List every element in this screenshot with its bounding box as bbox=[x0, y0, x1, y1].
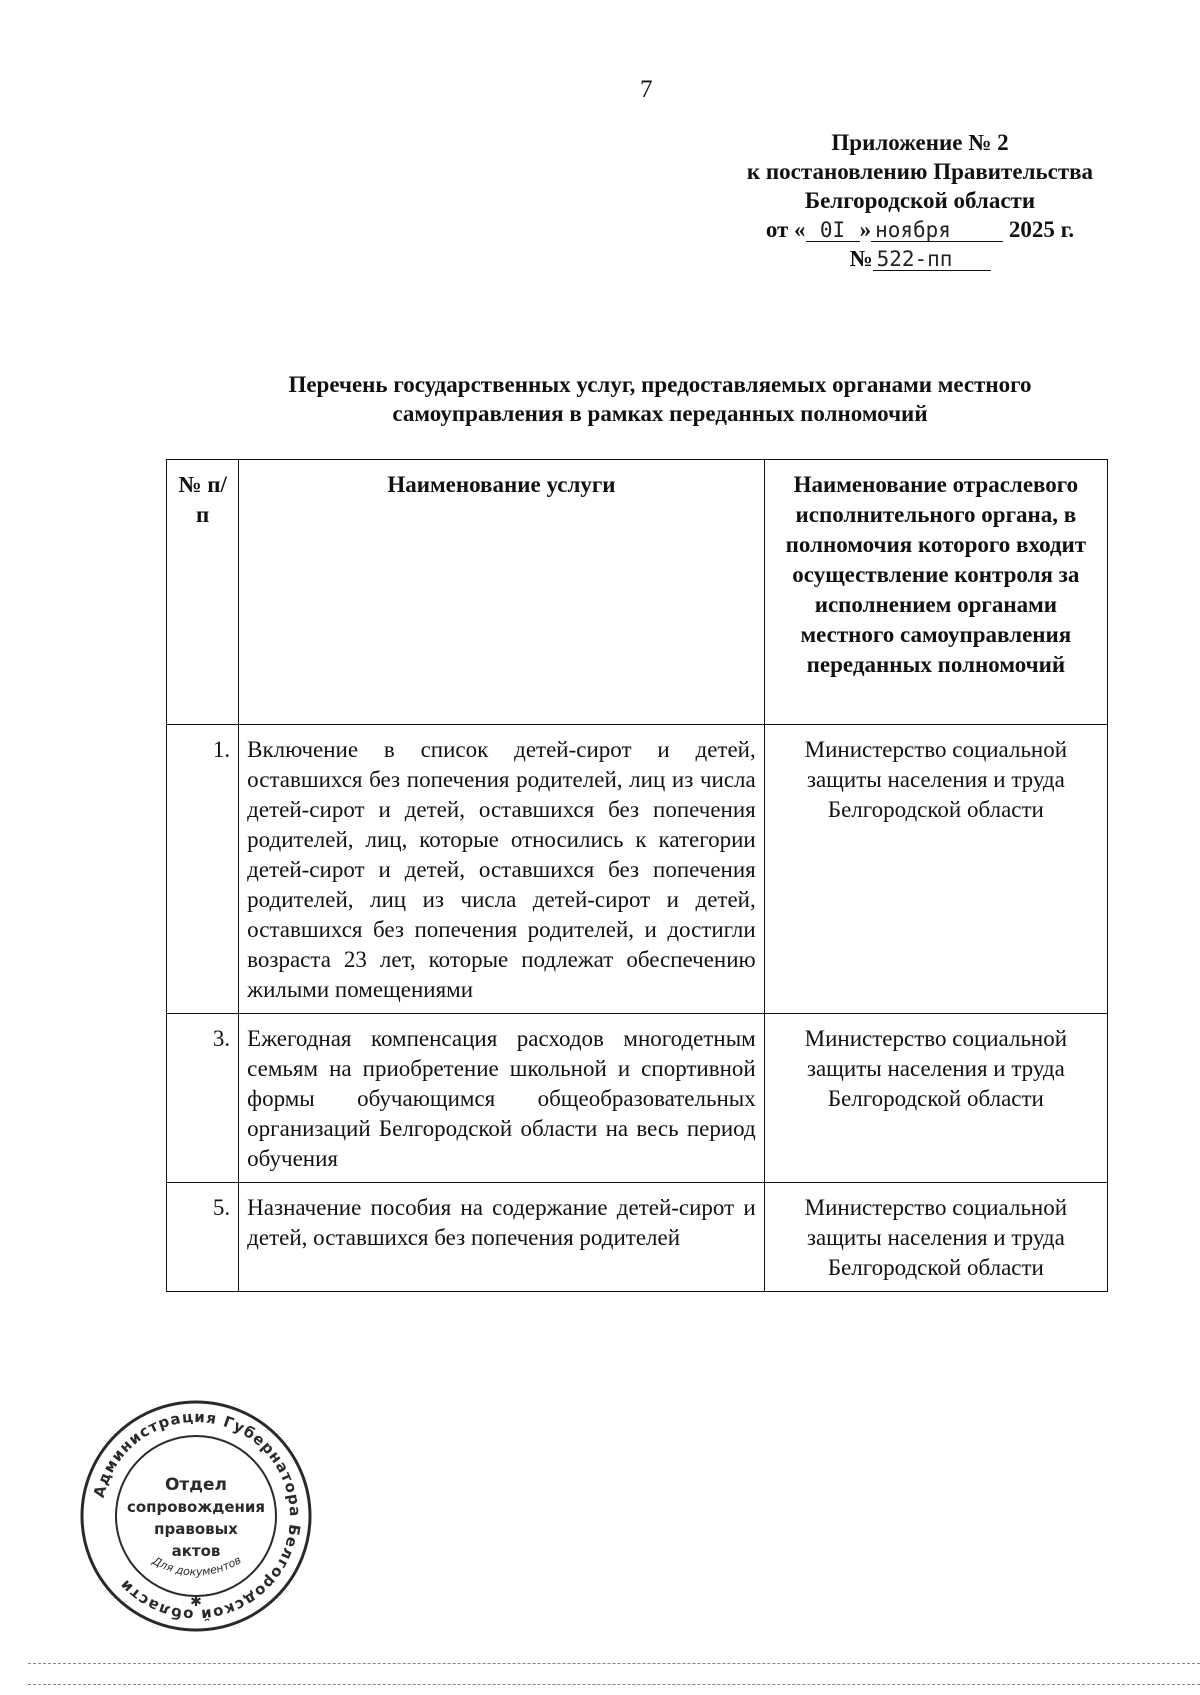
page-number: 7 bbox=[640, 76, 653, 103]
date-day: 0I bbox=[806, 219, 860, 242]
appendix-resolution-ref: к постановлению Правительства bbox=[746, 159, 1094, 184]
stamp-bottom-text: Для документов bbox=[150, 1553, 244, 1579]
star-icon: ✱ bbox=[190, 1594, 202, 1610]
official-stamp bbox=[78, 1398, 314, 1634]
document-title bbox=[160, 370, 1160, 428]
row-service: Назначение пособия на содержание детей-сирот и детей, оставшихся без попечения родителей bbox=[239, 1183, 765, 1292]
row-organ: Министерство социальной защиты населения и труда Белгородской области bbox=[764, 1183, 1107, 1292]
date-month: ноября bbox=[871, 219, 1003, 242]
table-header-row bbox=[167, 460, 1108, 725]
table-row bbox=[167, 1183, 1108, 1292]
date-prefix: от « bbox=[765, 217, 806, 242]
stamp-ring-text: Администрация Губернатора Белгородской области bbox=[89, 1407, 305, 1625]
header-num: № п/п bbox=[167, 460, 239, 725]
row-service: Ежегодная компенсация расходов многодетным семьям на приобретение школьной и спортивной формы обучающимся общеобразовательных организаций Белгородской области на весь период обучения bbox=[239, 1014, 765, 1183]
appendix-block bbox=[700, 128, 1140, 273]
title-line-1: Перечень государственных услуг, предоставляемых органами местного bbox=[288, 372, 1032, 397]
row-num: 5. bbox=[167, 1183, 239, 1292]
appendix-number bbox=[700, 244, 1140, 273]
date-quote-close: » bbox=[859, 217, 872, 242]
stamp-inner-line-3: правовых bbox=[154, 1520, 238, 1538]
stamp-inner-line-2: сопровождения bbox=[126, 1498, 266, 1516]
number-prefix: № bbox=[849, 246, 873, 271]
appendix-date bbox=[700, 215, 1140, 244]
date-year: 2025 г. bbox=[1008, 217, 1075, 242]
number-value: 522-пп bbox=[873, 248, 991, 271]
row-organ: Министерство социальной защиты населения и труда Белгородской области bbox=[764, 1014, 1107, 1183]
row-num: 1. bbox=[167, 725, 239, 1014]
stamp-inner-line-4: актов bbox=[171, 1542, 221, 1560]
appendix-region: Белгородской области bbox=[804, 188, 1036, 213]
table-row bbox=[167, 725, 1108, 1014]
header-organ: Наименование отраслевого исполнительного органа, в полномочия которого входит осуществление контроля за исполнением органами местного самоуправления переданных полномочий bbox=[764, 460, 1107, 725]
row-num: 3. bbox=[167, 1014, 239, 1183]
title-line-2: самоуправления в рамках переданных полномочий bbox=[392, 401, 928, 426]
services-table bbox=[166, 459, 1108, 1292]
row-organ: Министерство социальной защиты населения и труда Белгородской области bbox=[764, 725, 1107, 1014]
appendix-title: Приложение № 2 bbox=[831, 130, 1009, 155]
header-service: Наименование услуги bbox=[239, 460, 765, 725]
stamp-inner-line-1: Отдел bbox=[164, 1475, 228, 1495]
footer-divider bbox=[28, 1663, 1200, 1664]
table-row bbox=[167, 1014, 1108, 1183]
footer-divider bbox=[28, 1684, 1200, 1685]
row-service: Включение в список детей-сирот и детей, оставшихся без попечения родителей, лиц из числа детей-сирот и детей, оставшихся без попечения родителей, лиц, которые относились к категории детей-сирот и детей, оставшихся без попечения родителей, лиц из числа детей-сирот и детей, оставшихся без попечения родителей, и достигли возраста 23 лет, которые подлежат обеспечению жилыми помещениями bbox=[239, 725, 765, 1014]
